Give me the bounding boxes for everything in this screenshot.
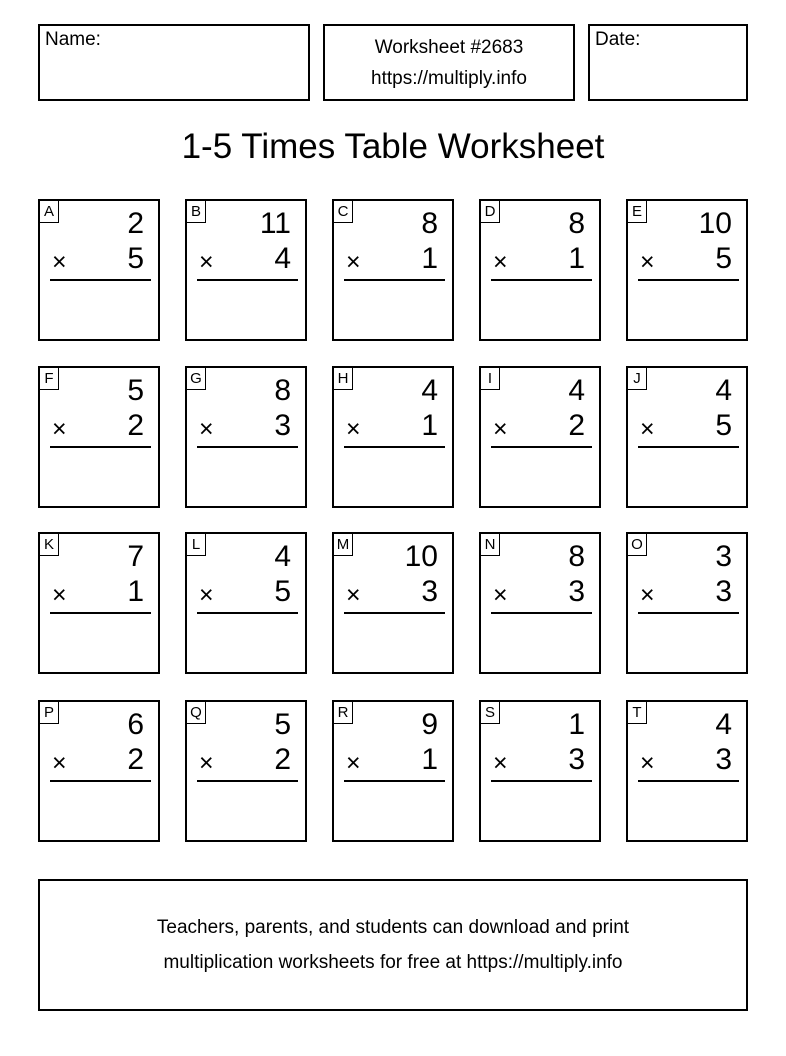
answer-line <box>50 446 151 448</box>
problem-card[interactable] <box>38 366 160 508</box>
problem-card[interactable] <box>626 366 748 508</box>
multiplicand: 4 <box>274 540 291 573</box>
multiplier: 2 <box>568 409 585 442</box>
multiplier: 1 <box>568 242 585 275</box>
problem-letter: D <box>481 201 500 223</box>
times-sign: × <box>52 415 67 443</box>
problem-card[interactable] <box>185 532 307 674</box>
multiplicand: 1 <box>568 708 585 741</box>
answer-line <box>197 446 298 448</box>
footer-line-1: Teachers, parents, and students can download and print <box>156 917 630 938</box>
problem-card[interactable] <box>332 366 454 508</box>
multiplicand: 6 <box>127 708 144 741</box>
answer-line <box>344 780 445 782</box>
problem-letter: E <box>628 201 647 223</box>
problem-letter: O <box>628 534 647 556</box>
times-sign: × <box>52 248 67 276</box>
multiplier: 2 <box>127 409 144 442</box>
answer-line <box>197 279 298 281</box>
multiplier: 1 <box>421 743 438 776</box>
problem-card[interactable] <box>332 199 454 341</box>
multiplicand: 4 <box>421 374 438 407</box>
problem-letter: G <box>187 368 206 390</box>
page-title: 1-5 Times Table Worksheet <box>181 127 605 166</box>
multiplicand: 8 <box>568 207 585 240</box>
problem-card[interactable] <box>626 700 748 842</box>
problem-card[interactable] <box>38 199 160 341</box>
multiplicand: 9 <box>421 708 438 741</box>
answer-line <box>638 446 739 448</box>
multiplier: 2 <box>127 743 144 776</box>
multiplicand: 5 <box>274 708 291 741</box>
times-sign: × <box>346 248 361 276</box>
problem-card[interactable] <box>479 532 601 674</box>
answer-line <box>344 446 445 448</box>
answer-line <box>491 446 592 448</box>
multiplicand: 10 <box>404 540 438 573</box>
multiplier: 4 <box>274 242 291 275</box>
times-sign: × <box>640 581 655 609</box>
answer-line <box>491 612 592 614</box>
footer-box <box>38 879 748 1011</box>
problem-card[interactable] <box>332 700 454 842</box>
multiplier: 1 <box>127 575 144 608</box>
answer-line <box>638 780 739 782</box>
multiplier: 3 <box>568 743 585 776</box>
times-sign: × <box>346 581 361 609</box>
times-sign: × <box>640 415 655 443</box>
answer-line <box>638 612 739 614</box>
answer-line <box>491 780 592 782</box>
problem-letter: Q <box>187 702 206 724</box>
times-sign: × <box>346 415 361 443</box>
multiplier: 5 <box>127 242 144 275</box>
problem-letter: R <box>334 702 353 724</box>
problem-card[interactable] <box>626 532 748 674</box>
multiplier: 1 <box>421 242 438 275</box>
problem-card[interactable] <box>38 532 160 674</box>
multiplier: 5 <box>274 575 291 608</box>
multiplier: 5 <box>715 242 732 275</box>
multiplicand: 8 <box>421 207 438 240</box>
times-sign: × <box>346 749 361 777</box>
multiplicand: 4 <box>568 374 585 407</box>
problem-card[interactable] <box>185 366 307 508</box>
name-label: Name: <box>45 29 101 50</box>
times-sign: × <box>199 248 214 276</box>
times-sign: × <box>52 581 67 609</box>
problem-letter: N <box>481 534 500 556</box>
problem-card[interactable] <box>626 199 748 341</box>
multiplier: 5 <box>715 409 732 442</box>
times-sign: × <box>199 749 214 777</box>
problem-letter: A <box>40 201 59 223</box>
site-url: https://multiply.info <box>371 67 527 89</box>
problem-letter: B <box>187 201 206 223</box>
problem-card[interactable] <box>38 700 160 842</box>
multiplicand: 8 <box>568 540 585 573</box>
problem-card[interactable] <box>479 199 601 341</box>
problem-letter: K <box>40 534 59 556</box>
multiplier: 3 <box>421 575 438 608</box>
problem-letter: L <box>187 534 206 556</box>
multiplicand: 4 <box>715 374 732 407</box>
answer-line <box>50 612 151 614</box>
multiplicand: 10 <box>698 207 732 240</box>
times-sign: × <box>199 415 214 443</box>
problem-card[interactable] <box>332 532 454 674</box>
multiplicand: 8 <box>274 374 291 407</box>
problem-letter: S <box>481 702 500 724</box>
answer-line <box>491 279 592 281</box>
answer-line <box>344 279 445 281</box>
multiplicand: 7 <box>127 540 144 573</box>
times-sign: × <box>493 749 508 777</box>
problem-card[interactable] <box>185 700 307 842</box>
multiplier: 3 <box>274 409 291 442</box>
problem-card[interactable] <box>479 366 601 508</box>
problem-letter: P <box>40 702 59 724</box>
times-sign: × <box>493 248 508 276</box>
name-box[interactable] <box>38 24 310 101</box>
problem-letter: F <box>40 368 59 390</box>
times-sign: × <box>493 581 508 609</box>
multiplicand: 2 <box>127 207 144 240</box>
multiplicand: 3 <box>715 540 732 573</box>
problem-card[interactable] <box>185 199 307 341</box>
times-sign: × <box>199 581 214 609</box>
multiplicand: 11 <box>259 207 291 240</box>
multiplier: 2 <box>274 743 291 776</box>
answer-line <box>344 612 445 614</box>
footer-line-2: multiplication worksheets for free at https://multiply.info <box>163 952 623 973</box>
problem-letter: J <box>628 368 647 390</box>
multiplicand: 5 <box>127 374 144 407</box>
multiplier: 3 <box>715 743 732 776</box>
answer-line <box>50 780 151 782</box>
multiplier: 1 <box>421 409 438 442</box>
problem-letter: C <box>334 201 353 223</box>
answer-line <box>50 279 151 281</box>
multiplier: 3 <box>715 575 732 608</box>
multiplicand: 4 <box>715 708 732 741</box>
problem-letter: T <box>628 702 647 724</box>
times-sign: × <box>640 749 655 777</box>
times-sign: × <box>52 749 67 777</box>
worksheet-id-box <box>323 24 575 101</box>
date-box[interactable] <box>588 24 748 101</box>
multiplier: 3 <box>568 575 585 608</box>
answer-line <box>638 279 739 281</box>
date-label: Date: <box>595 29 641 50</box>
times-sign: × <box>493 415 508 443</box>
problem-card[interactable] <box>479 700 601 842</box>
times-sign: × <box>640 248 655 276</box>
answer-line <box>197 612 298 614</box>
answer-line <box>197 780 298 782</box>
worksheet-number: Worksheet #2683 <box>374 36 524 58</box>
problem-letter: H <box>334 368 353 390</box>
problem-letter: I <box>481 368 500 390</box>
problem-letter: M <box>334 534 353 556</box>
